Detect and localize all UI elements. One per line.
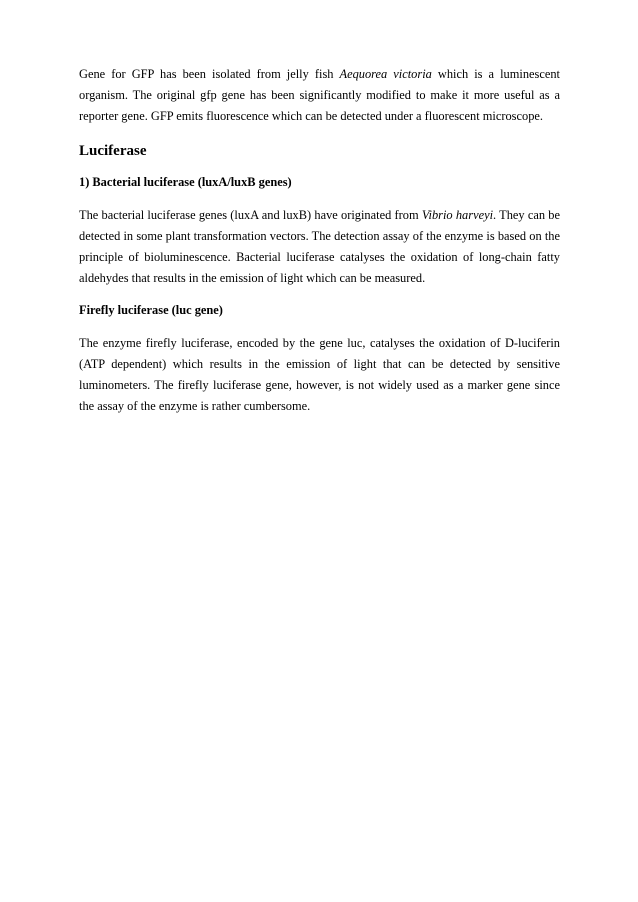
bacterial-species-name: Vibrio harveyi — [421, 208, 494, 222]
firefly-luciferase-heading: Firefly luciferase (luc gene) — [79, 303, 223, 317]
luciferase-heading: Luciferase — [79, 143, 147, 159]
gfp-text-part1: Gene for GFP has been isolated from jelly fish — [79, 67, 340, 81]
bacterial-luciferase-heading: 1) Bacterial luciferase (luxA/luxB genes) — [79, 175, 292, 189]
firefly-luciferase-paragraph: The enzyme firefly luciferase, encoded by the gene luc, catalyses the oxidation of D-luciferin (ATP dependent) which results in the emission of light that can be detected by sensitive luminometers. The firefly luciferase gene, however, is not widely used as a marker gene since the assay of the enzyme is rather cumbersome. — [79, 336, 560, 413]
gfp-paragraph — [79, 64, 560, 127]
page-content — [79, 64, 560, 417]
gfp-species-name: Aequorea victoria — [339, 67, 432, 81]
bacterial-text-part2: . They can be detected in some plant transformation vectors. The detection assay of the enzyme is based on the principle of bioluminescence. Bacterial luciferase catalyses the oxidation of long-chain fatty aldehydes that results in the emission of light which can be measured. — [79, 208, 560, 285]
bacterial-text-part1: The bacterial luciferase genes (luxA and luxB) have originated from — [79, 208, 422, 222]
bacterial-luciferase-paragraph — [79, 205, 560, 289]
gfp-text-part2: which is a luminescent organism. The original gfp gene has been significantly modified to make it more useful as a reporter gene. GFP emits fluorescence which can be detected under a fluorescent microscope. — [79, 67, 560, 123]
